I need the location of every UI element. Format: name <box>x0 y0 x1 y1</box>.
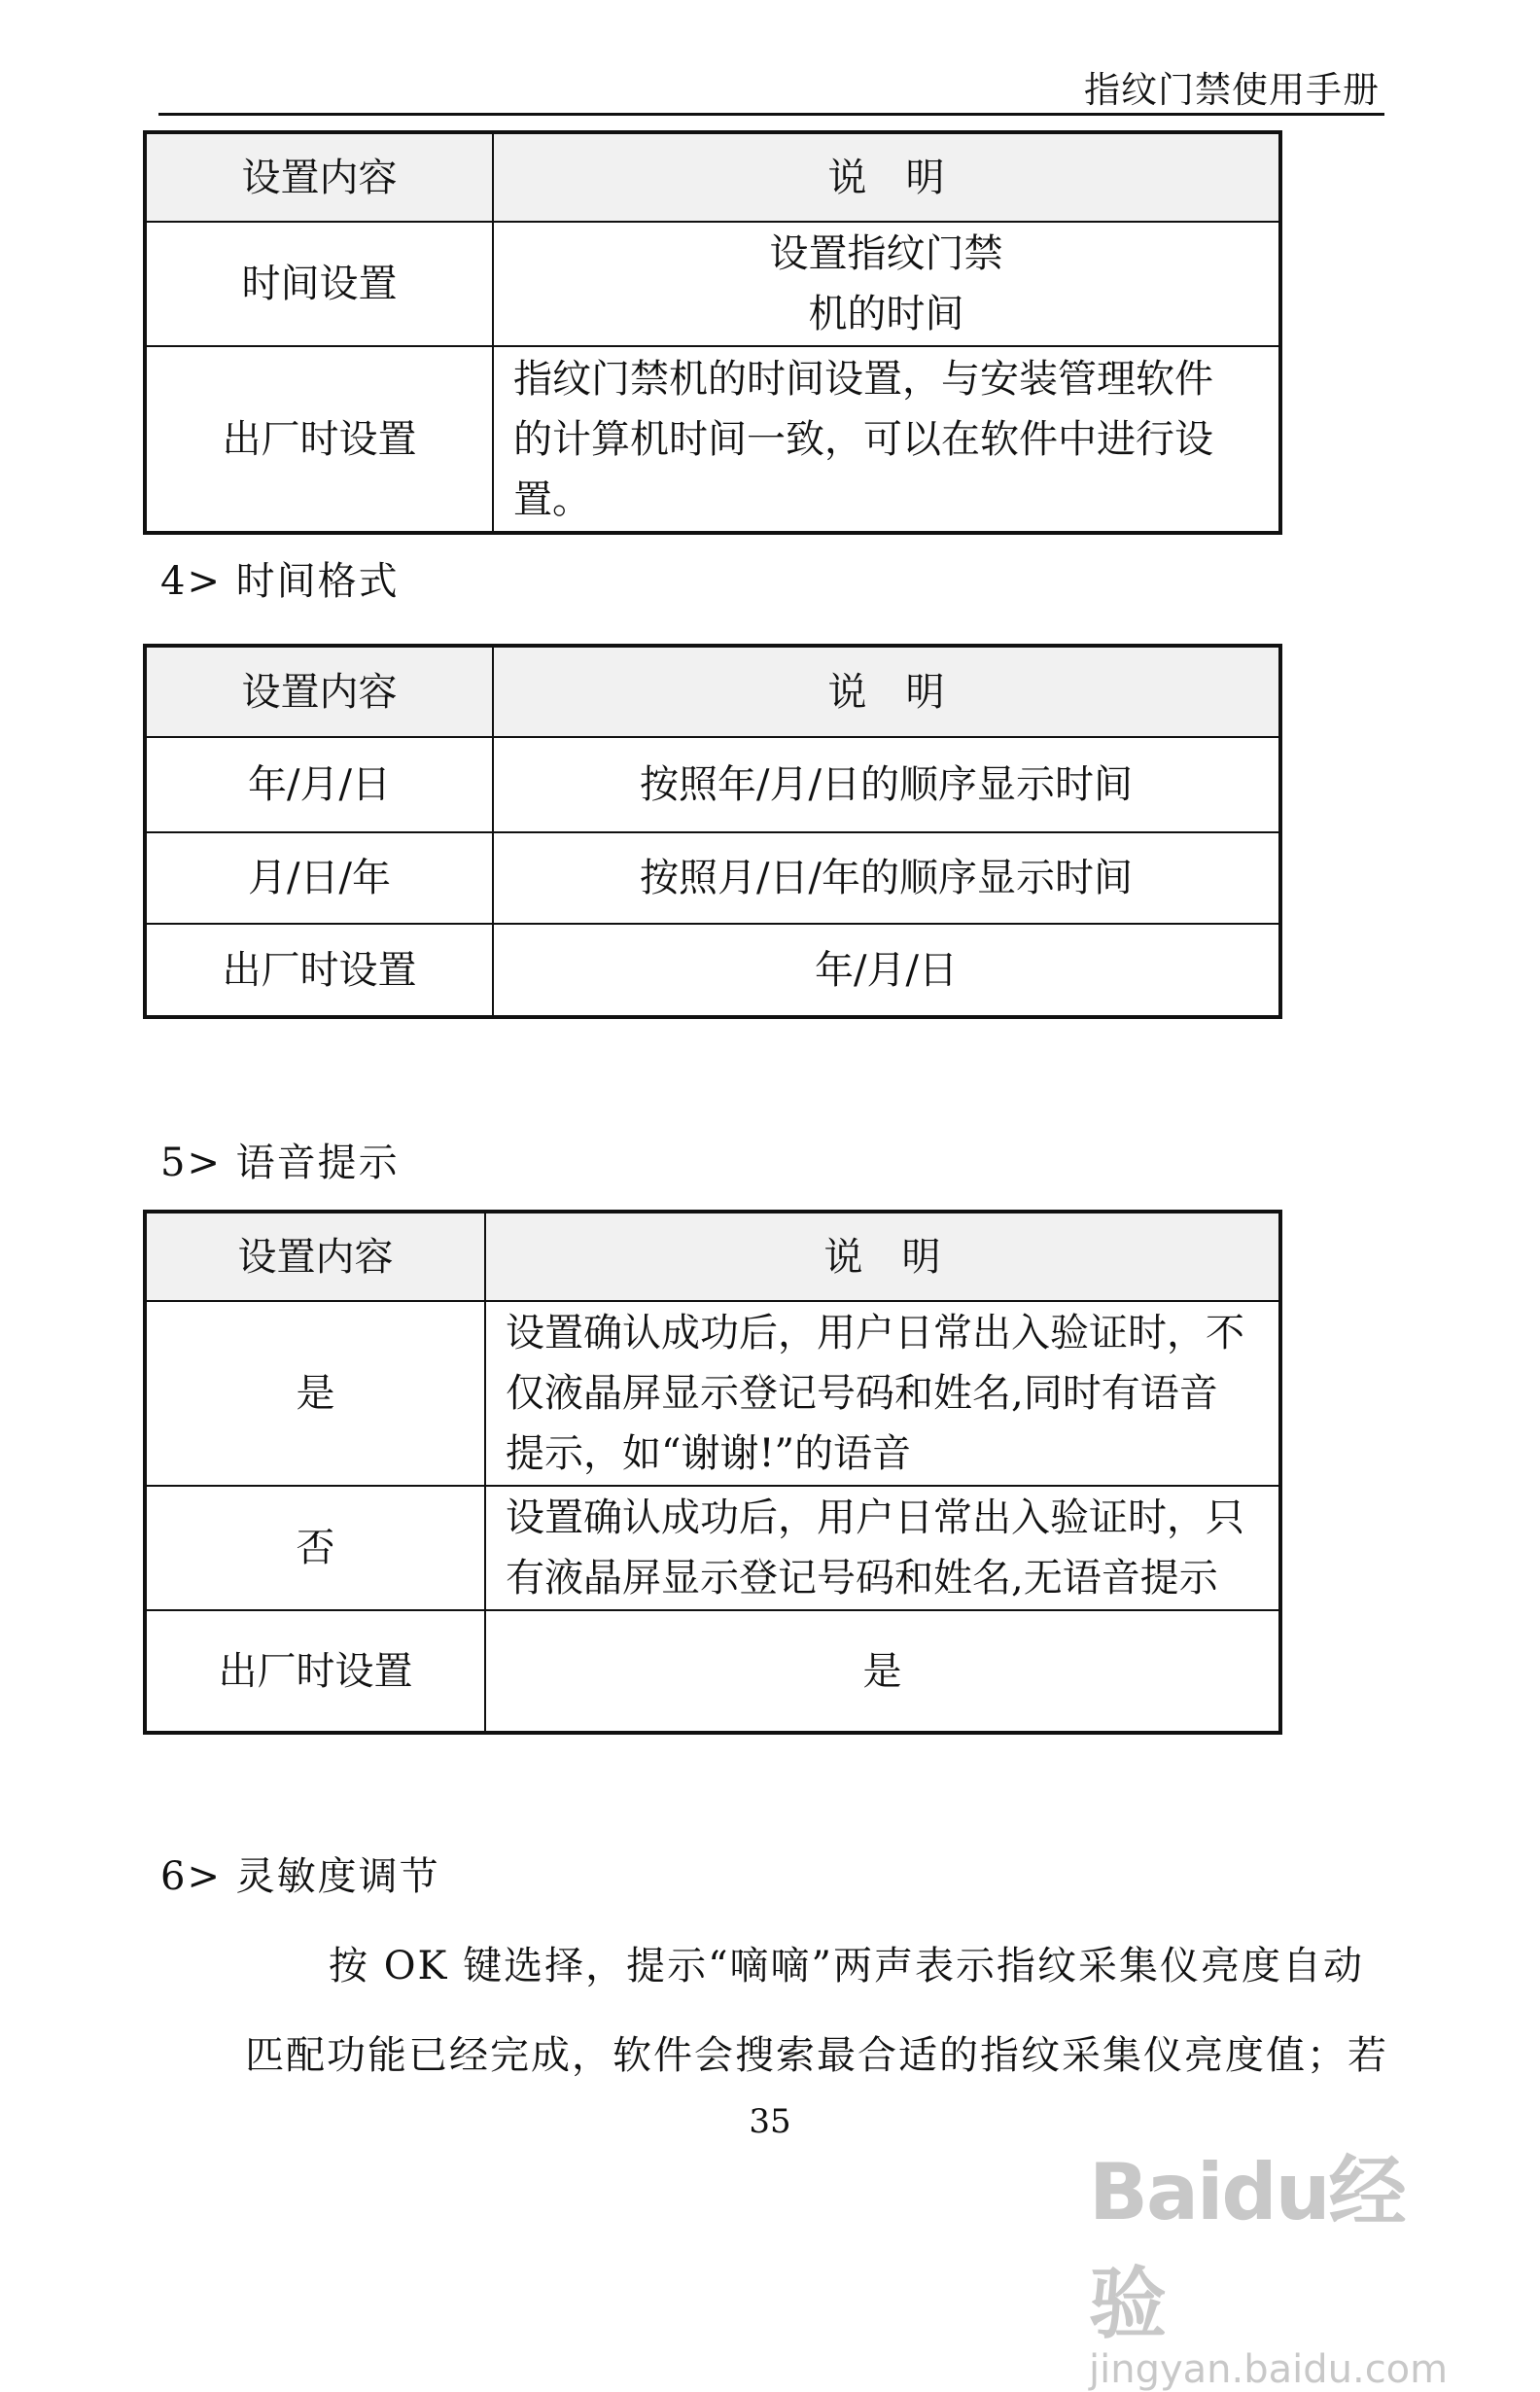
column-header-description: 说 明 <box>485 1212 1280 1301</box>
table-row <box>145 924 1280 1017</box>
column-header-item: 设置内容 <box>145 132 493 222</box>
time-setting-table <box>143 130 1282 535</box>
table-row <box>145 1486 1280 1610</box>
header-divider <box>158 113 1384 116</box>
document-title: 指纹门禁使用手册 <box>1084 69 1380 111</box>
section-heading-voice-prompt: 5> 语音提示 <box>160 1141 400 1185</box>
column-header-description: 说 明 <box>493 132 1280 222</box>
setting-description: 年/月/日 <box>493 924 1280 1017</box>
column-header-item: 设置内容 <box>145 1212 485 1301</box>
setting-item: 出厂时设置 <box>145 346 493 533</box>
setting-item: 年/月/日 <box>145 737 493 832</box>
setting-description: 按照月/日/年的顺序显示时间 <box>493 832 1280 924</box>
watermark-url: jingyan.baidu.com <box>1089 2347 1449 2392</box>
section-heading-time-format: 4> 时间格式 <box>160 559 400 604</box>
paragraph-line: 匹配功能已经完成，软件会搜索最合适的指纹采集仪亮度值；若 <box>245 2033 1388 2078</box>
column-header-description: 说 明 <box>493 646 1280 737</box>
setting-description: 按照年/月/日的顺序显示时间 <box>493 737 1280 832</box>
baidu-watermark <box>1089 2129 1458 2392</box>
setting-description: 设置指纹门禁 机的时间 <box>493 222 1280 346</box>
table-row <box>145 346 1280 533</box>
paragraph-line: 按 OK 键选择，提示“嘀嘀”两声表示指纹采集仪亮度自动 <box>329 1944 1365 1988</box>
setting-description: 设置确认成功后，用户日常出入验证时，只 有液晶屏显示登记号码和姓名,无语音提示 <box>485 1486 1280 1610</box>
column-header-item: 设置内容 <box>145 646 493 737</box>
setting-item: 否 <box>145 1486 485 1610</box>
setting-description: 是 <box>485 1610 1280 1733</box>
setting-item: 出厂时设置 <box>145 1610 485 1733</box>
time-format-table <box>143 644 1282 1019</box>
setting-item: 是 <box>145 1301 485 1486</box>
setting-description: 设置确认成功后，用户日常出入验证时，不 仅液晶屏显示登记号码和姓名,同时有语音 提示，如“谢谢!”的语音 <box>485 1301 1280 1486</box>
setting-description: 指纹门禁机的时间设置，与安装管理软件 的计算机时间一致，可以在软件中进行设 置。 <box>493 346 1280 533</box>
section-heading-sensitivity: 6> 灵敏度调节 <box>160 1854 440 1899</box>
voice-prompt-table <box>143 1210 1282 1735</box>
table-row <box>145 1301 1280 1486</box>
page-number: 35 <box>749 2102 791 2141</box>
setting-item: 时间设置 <box>145 222 493 346</box>
watermark-logo: Baidu经验 <box>1089 2147 1405 2349</box>
table-row <box>145 1610 1280 1733</box>
table-row <box>145 737 1280 832</box>
table-row <box>145 222 1280 346</box>
setting-item: 出厂时设置 <box>145 924 493 1017</box>
setting-item: 月/日/年 <box>145 832 493 924</box>
table-row <box>145 832 1280 924</box>
